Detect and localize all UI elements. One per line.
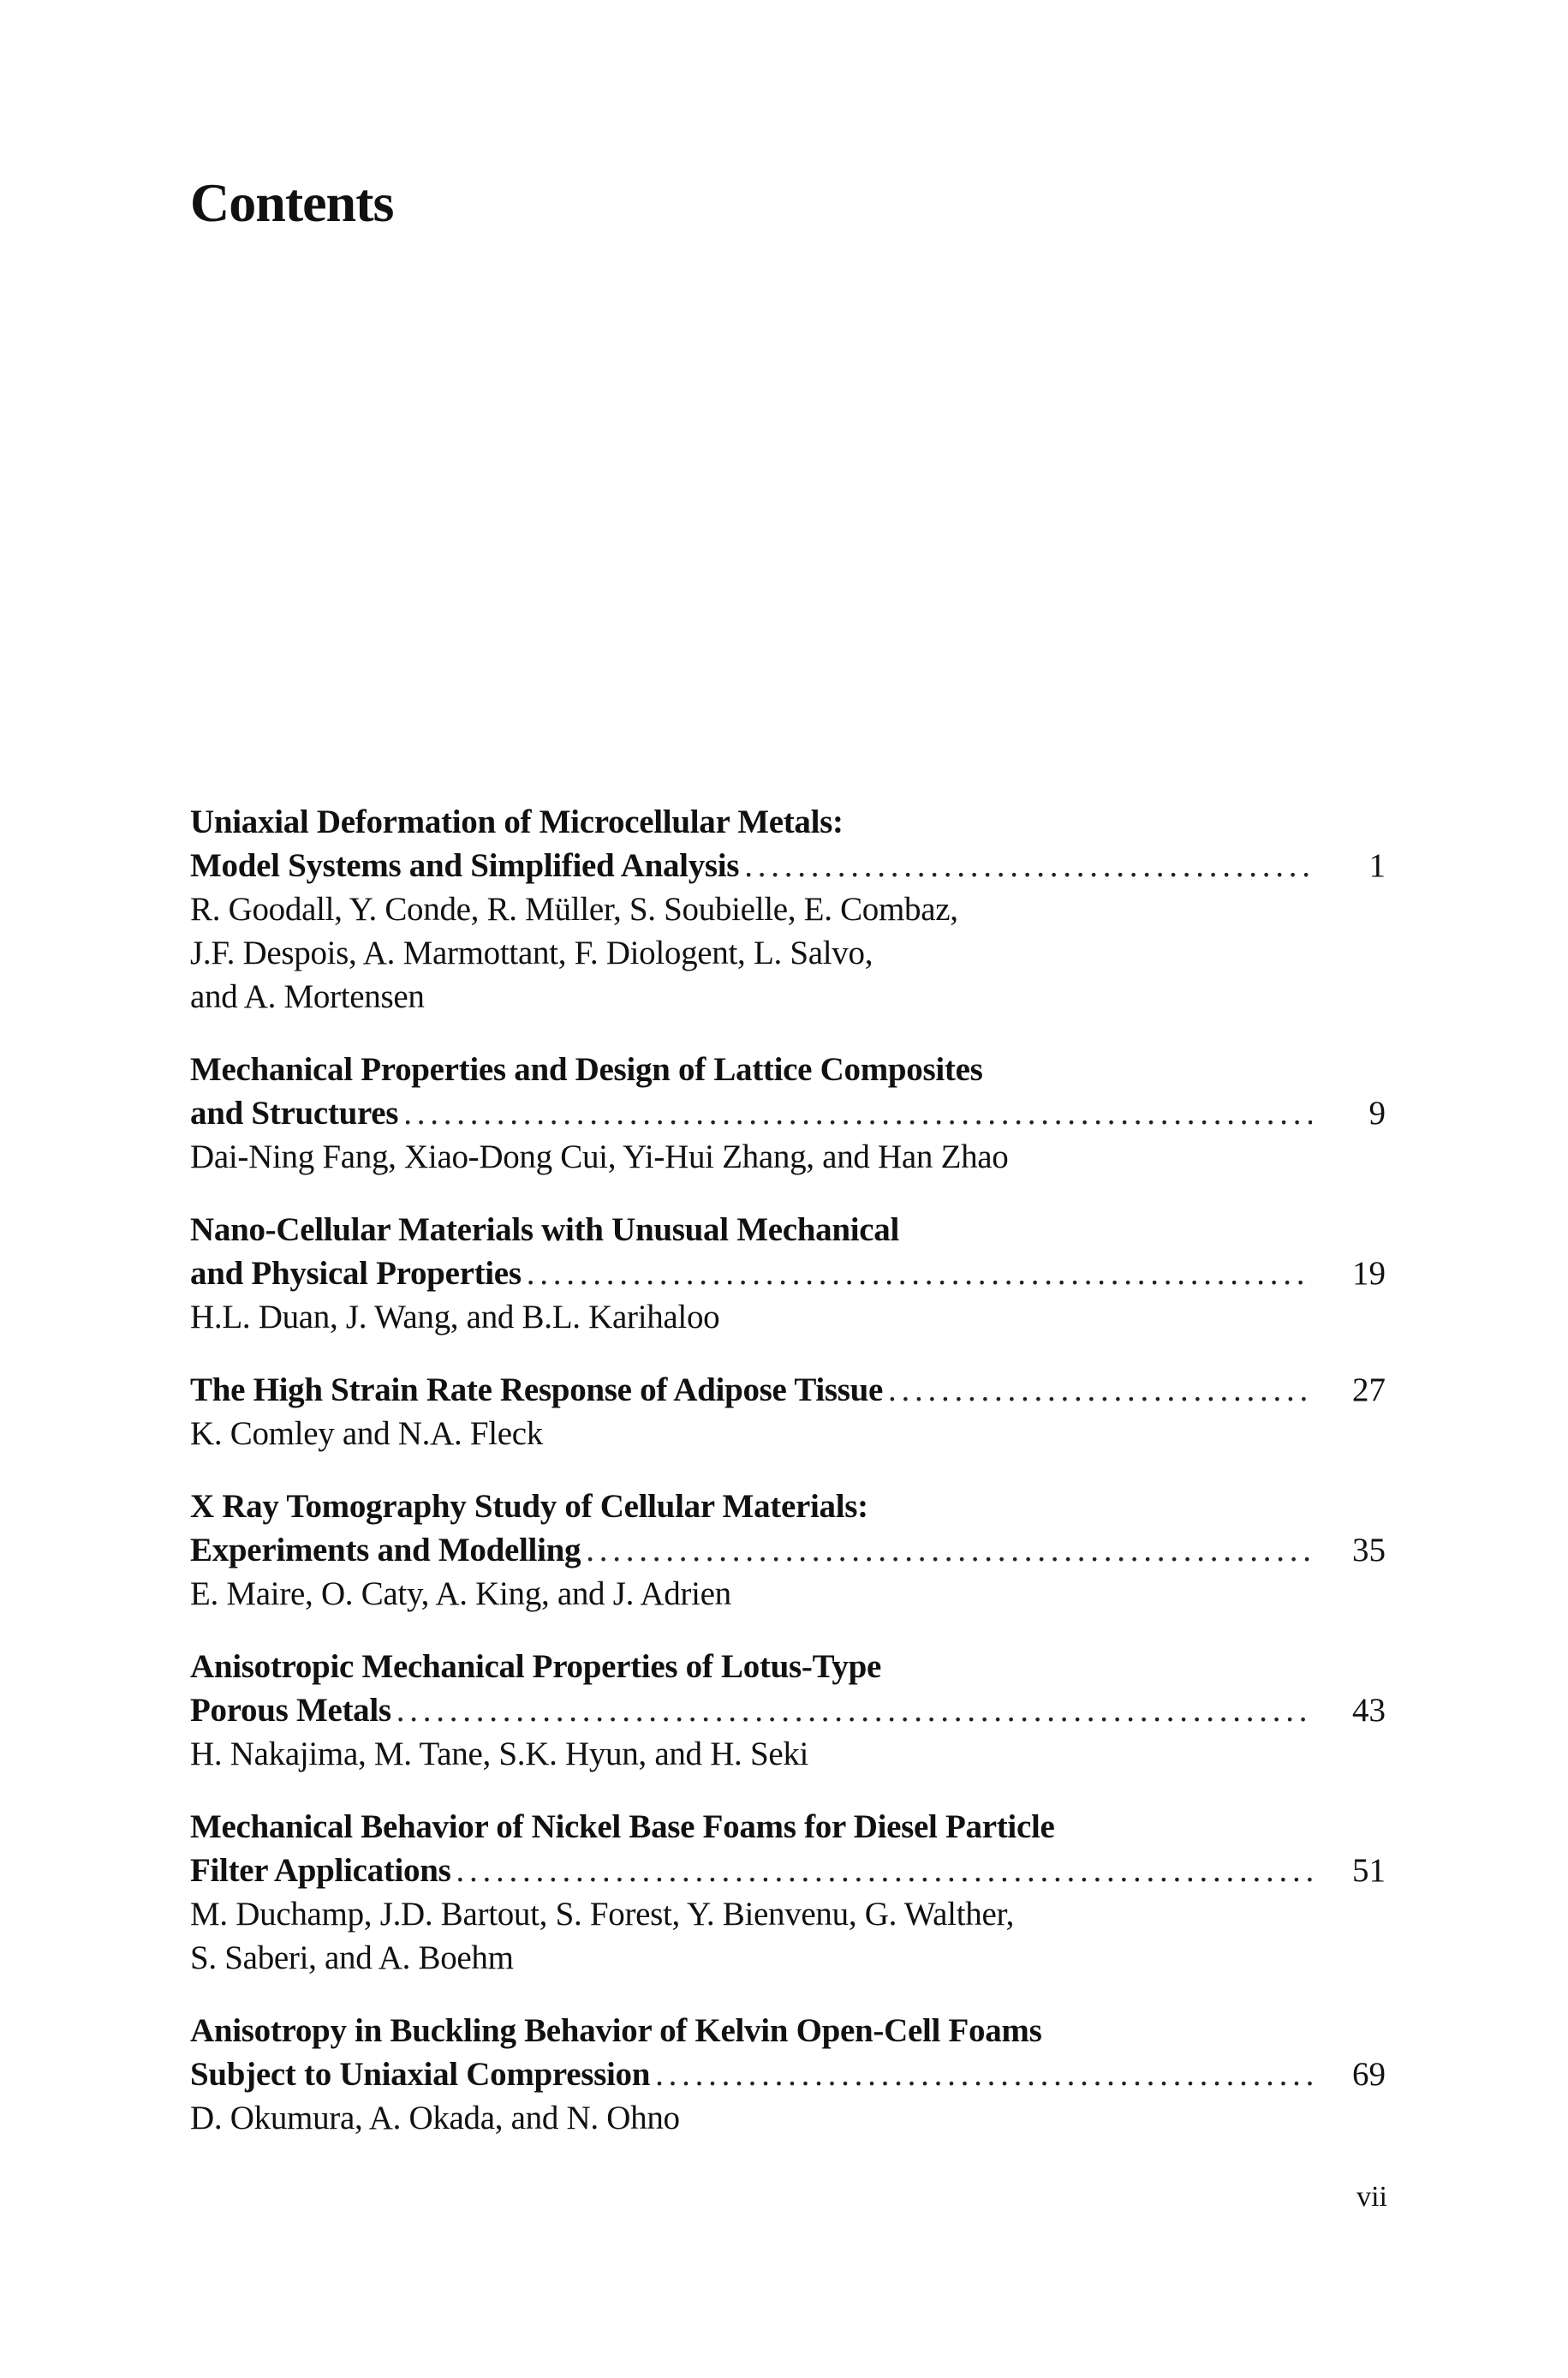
chapter-title-line: Subject to Uniaxial Compression — [190, 2056, 651, 2093]
toc-entry — [190, 2009, 1386, 2140]
chapter-title-line: and Physical Properties — [190, 1255, 522, 1292]
dot-leader — [655, 2052, 1312, 2096]
authors-line: M. Duchamp, J.D. Bartout, S. Forest, Y. Bienvenu, G. Walther, — [190, 1896, 1015, 1933]
chapter-title-row — [190, 2052, 1386, 2096]
page-number: 43 — [1352, 1692, 1386, 1729]
authors-line: K. Comley and N.A. Fleck — [190, 1415, 543, 1452]
chapter-title-row — [190, 1849, 1386, 1892]
page-number: 9 — [1368, 1095, 1386, 1132]
chapter-title-line: Anisotropy in Buckling Behavior of Kelvin Open-Cell Foams — [190, 2012, 1042, 2049]
table-of-contents — [190, 800, 1386, 2169]
authors-line: Dai-Ning Fang, Xiao-Dong Cui, Yi-Hui Zhang, and Han Zhao — [190, 1138, 1009, 1175]
chapter-title-line: Experiments and Modelling — [190, 1532, 581, 1568]
page-number: 27 — [1352, 1371, 1386, 1408]
chapter-title-line: Mechanical Behavior of Nickel Base Foams for Diesel Particle — [190, 1808, 1055, 1845]
authors-line: J.F. Despois, A. Marmottant, F. Diologent, L. Salvo, — [190, 935, 873, 971]
authors-line: E. Maire, O. Caty, A. King, and J. Adrien — [190, 1575, 731, 1612]
page-number: 69 — [1352, 2056, 1386, 2093]
page-number: 1 — [1368, 847, 1386, 884]
chapter-title-line: Filter Applications — [190, 1852, 451, 1889]
chapter-title-line: Mechanical Properties and Design of Lattice Composites — [190, 1051, 983, 1088]
dot-leader — [527, 1252, 1312, 1295]
dot-leader — [396, 1688, 1312, 1732]
dot-leader — [586, 1528, 1312, 1572]
authors-line: H.L. Duan, J. Wang, and B.L. Karihaloo — [190, 1299, 720, 1335]
toc-entry — [190, 1368, 1386, 1455]
toc-entry — [190, 1805, 1386, 1980]
page-number: 35 — [1352, 1532, 1386, 1568]
page-number: 51 — [1352, 1852, 1386, 1889]
toc-entry — [190, 1645, 1386, 1776]
authors-line: and A. Mortensen — [190, 978, 425, 1015]
chapter-title-line: Uniaxial Deformation of Microcellular Metals: — [190, 804, 844, 840]
authors-line: H. Nakajima, M. Tane, S.K. Hyun, and H. Seki — [190, 1736, 809, 1772]
dot-leader — [403, 1091, 1312, 1135]
dot-leader — [888, 1368, 1312, 1412]
toc-entry — [190, 1485, 1386, 1616]
chapter-title-line: Porous Metals — [190, 1692, 391, 1729]
chapter-title-row — [190, 1688, 1386, 1732]
chapter-title-line: and Structures — [190, 1095, 399, 1132]
chapter-title-row — [190, 1091, 1386, 1135]
authors-line: R. Goodall, Y. Conde, R. Müller, S. Soubielle, E. Combaz, — [190, 891, 958, 928]
toc-entry — [190, 1048, 1386, 1179]
chapter-title-line: X Ray Tomography Study of Cellular Materials: — [190, 1488, 868, 1525]
page-folio: vii — [1356, 2181, 1387, 2213]
dot-leader — [744, 844, 1312, 887]
chapter-title-line: The High Strain Rate Response of Adipose Tissue — [190, 1371, 884, 1408]
toc-entry — [190, 1208, 1386, 1339]
authors-line: S. Saberi, and A. Boehm — [190, 1939, 514, 1976]
chapter-title-row — [190, 1528, 1386, 1572]
authors-line: D. Okumura, A. Okada, and N. Ohno — [190, 2100, 680, 2136]
chapter-title-row — [190, 1252, 1386, 1295]
chapter-title-line: Nano-Cellular Materials with Unusual Mechanical — [190, 1211, 899, 1248]
dot-leader — [456, 1849, 1312, 1892]
page-title: Contents — [190, 172, 394, 233]
chapter-title-line: Model Systems and Simplified Analysis — [190, 847, 740, 884]
chapter-title-row — [190, 844, 1386, 887]
toc-entry — [190, 800, 1386, 1019]
page-number: 19 — [1352, 1255, 1386, 1292]
chapter-title-line: Anisotropic Mechanical Properties of Lotus-Type — [190, 1648, 881, 1685]
chapter-title-row — [190, 1368, 1386, 1412]
